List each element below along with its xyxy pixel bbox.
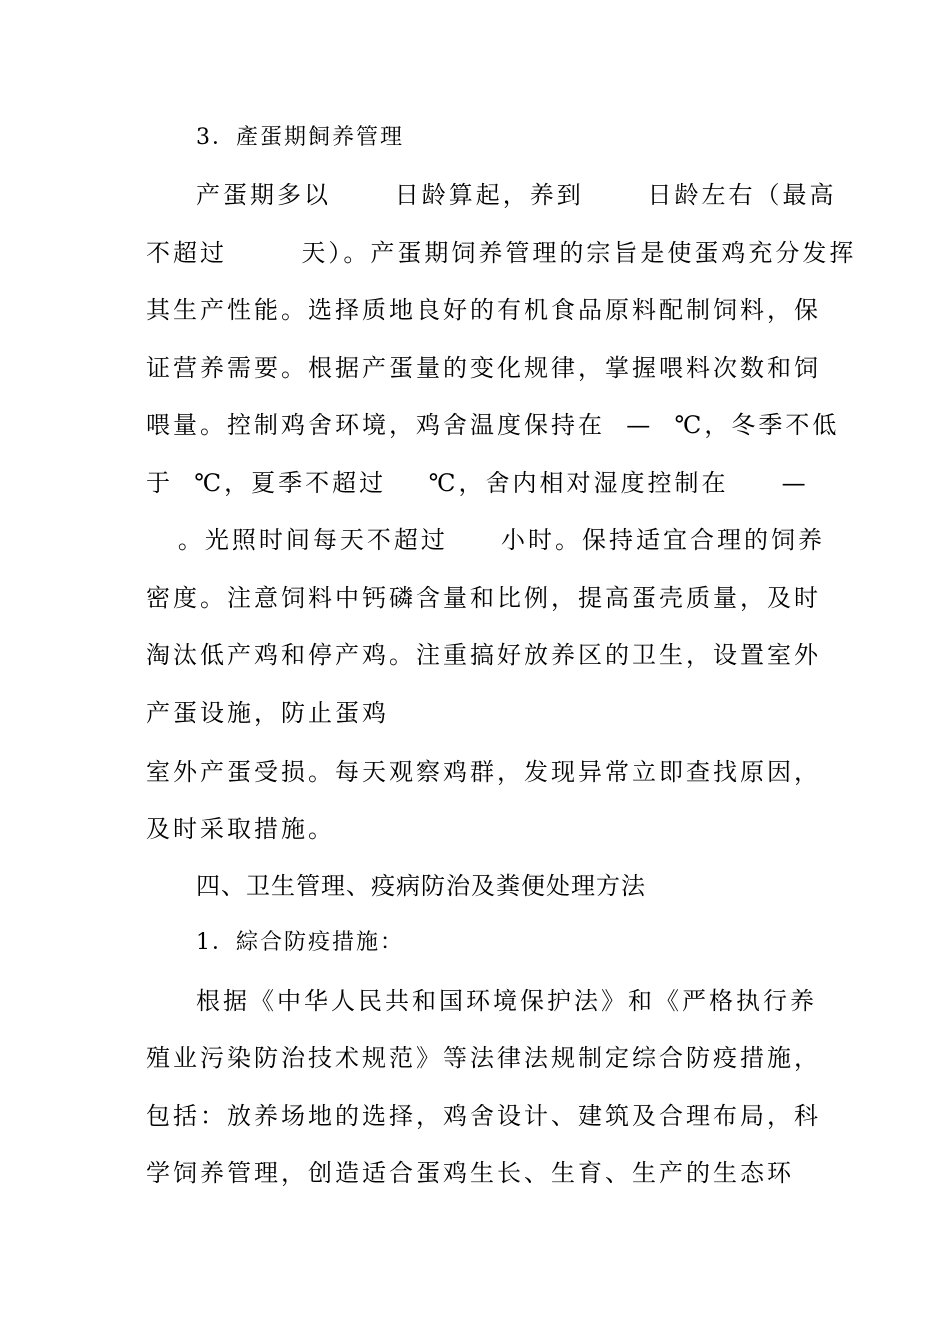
paragraph-line: 其生产性能。选择质地良好的有机食品原料配制饲料，保 <box>146 296 821 324</box>
paragraph-line: 产蛋期多以 日龄算起，养到 日龄左右（最高 <box>196 181 837 209</box>
paragraph-line: 产蛋设施，防止蛋鸡 <box>146 699 389 727</box>
paragraph-line: 根据《中华人民共和国环境保护法》和《严格执行养 <box>196 987 817 1015</box>
paragraph-line: 证营养需要。根据产蛋量的变化规律，掌握喂料次数和饲 <box>146 354 821 382</box>
paragraph-line: 密度。注意饲料中钙磷含量和比例，提高蛋壳质量，及时 <box>146 584 821 612</box>
paragraph-line: 包括：放养场地的选择，鸡舍设计、建筑及合理布局，科 <box>146 1102 821 1130</box>
paragraph-line: 淘汰低产鸡和停产鸡。注重搞好放养区的卫生，设置室外 <box>146 641 821 669</box>
paragraph-line: 学饲养管理，创造适合蛋鸡生长、生育、生产的生态环 <box>146 1159 794 1187</box>
section-4-heading: 四、卫生管理、疫病防治及粪便处理方法 <box>196 872 646 900</box>
paragraph-line: 及时采取措施。 <box>146 815 335 843</box>
paragraph-line: 。光照时间每天不超过 小时。保持适宜合理的饲养 <box>146 526 826 554</box>
paragraph-line: 殖业污染防治技术规范》等法律法规制定综合防疫措施， <box>146 1044 821 1072</box>
paragraph-line: 不超过 天）。产蛋期饲养管理的宗旨是使蛋鸡充分发挥 <box>146 239 857 267</box>
paragraph-line: 室外产蛋受损。每天观察鸡群，发现异常立即查找原因， <box>146 758 821 786</box>
section-4-1-heading: 1．綜合防疫措施： <box>196 930 404 955</box>
section-3-heading: 3．產蛋期飼养管理 <box>196 125 404 150</box>
paragraph-line: 于 ℃，夏季不超过 ℃，舍内相对湿度控制在 — <box>146 469 809 497</box>
paragraph-line: 喂量。控制鸡舍环境，鸡舍温度保持在 — ℃，冬季不低 <box>146 411 840 439</box>
